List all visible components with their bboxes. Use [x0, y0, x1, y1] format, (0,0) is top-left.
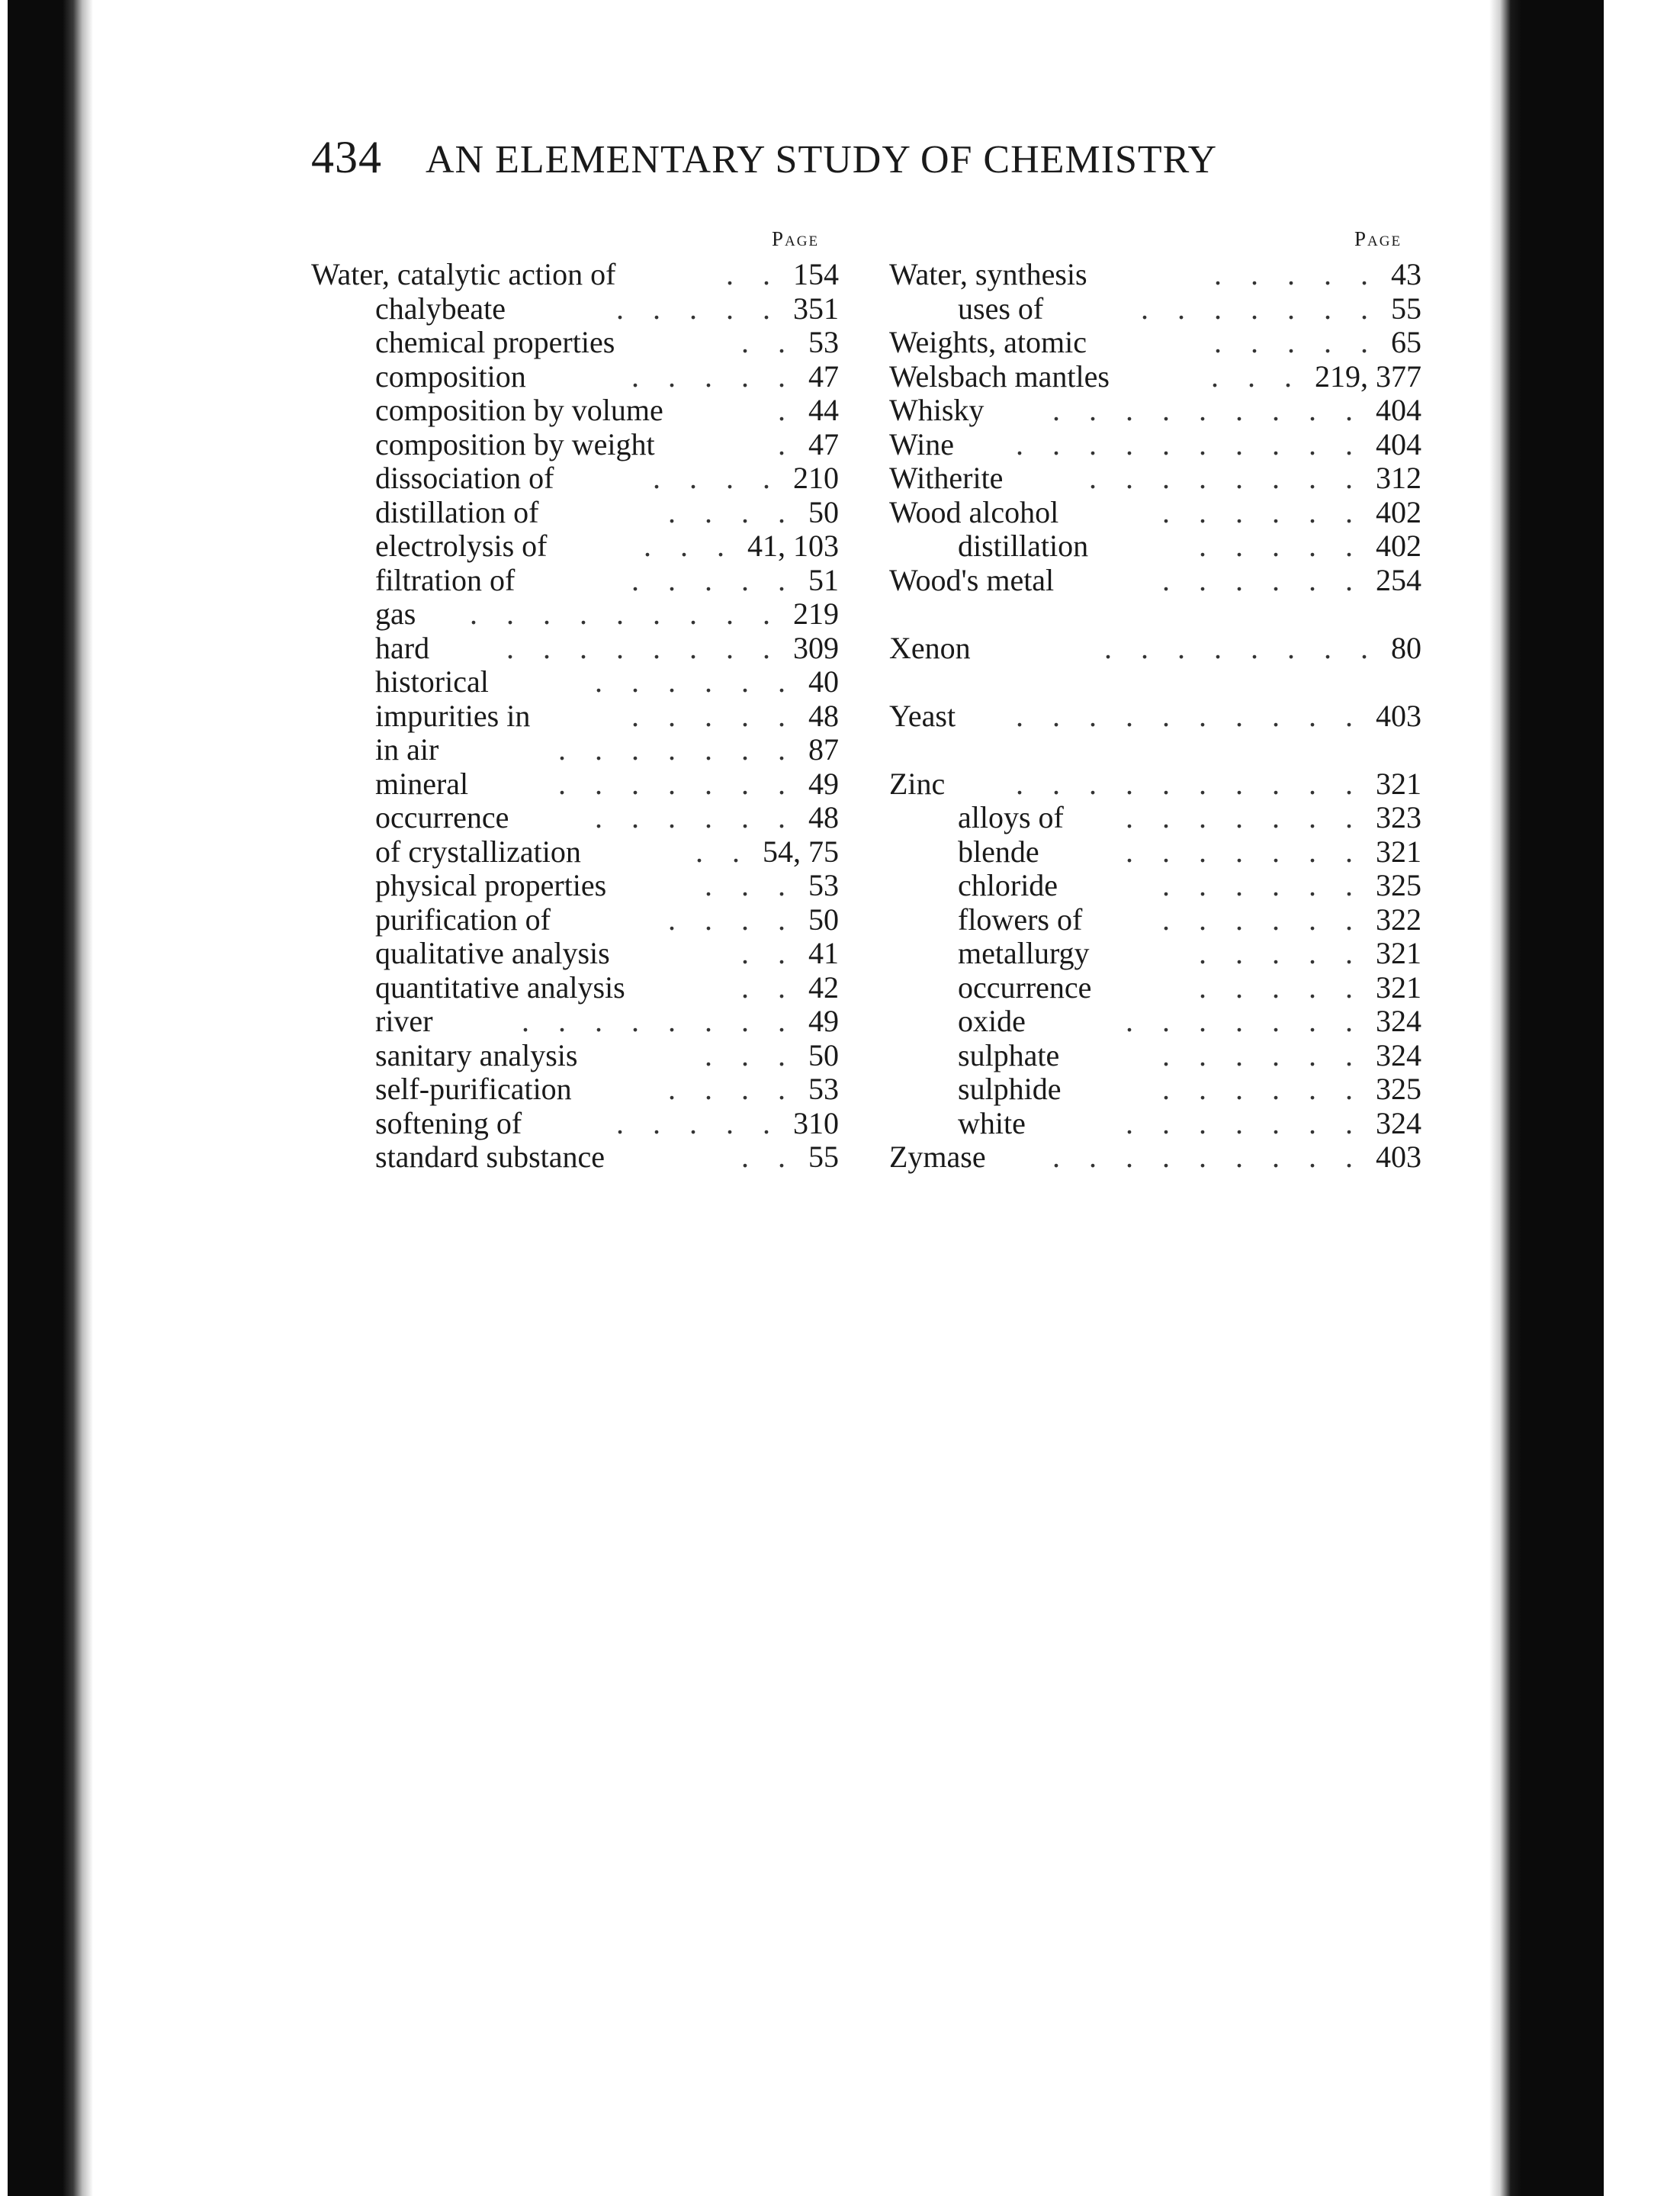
leader-dots: . . . . . .	[1162, 902, 1364, 937]
index-entry	[889, 835, 1421, 870]
leader-dots: . . . . . .	[595, 664, 796, 699]
index-term: standard substance	[375, 1140, 606, 1174]
index-entry	[311, 564, 839, 598]
index-entry	[311, 292, 839, 326]
leader-dots: . . . . .	[616, 1105, 781, 1140]
index-term: Wood's metal	[889, 562, 1055, 597]
index-entry	[889, 258, 1421, 292]
index-page-ref: 47	[808, 426, 839, 461]
index-entry	[311, 1039, 839, 1073]
leader-dots: . . . . .	[631, 358, 796, 394]
index-term: electrolysis of	[375, 529, 548, 563]
index-term: filtration of	[375, 562, 516, 597]
index-entry	[311, 767, 839, 802]
leader-dots: . . . . . . .	[558, 732, 796, 767]
index-entry	[311, 1107, 839, 1141]
index-page-ref: 219, 377	[1315, 358, 1421, 394]
index-term: physical properties	[375, 868, 607, 902]
index-entry	[889, 971, 1421, 1005]
index-page-ref: 324	[1376, 1105, 1421, 1140]
leader-dots: . .	[726, 257, 781, 291]
index-entry	[311, 394, 839, 428]
index-term: chalybeate	[375, 291, 506, 326]
index-term: oxide	[958, 1004, 1026, 1038]
index-page-ref: 351	[793, 291, 839, 326]
leader-dots: . . . . . . .	[1126, 1105, 1364, 1140]
index-page-ref: 325	[1376, 868, 1421, 902]
index-page-ref: 44	[808, 393, 839, 427]
index-entry	[311, 597, 839, 632]
index-spacer	[889, 665, 1421, 699]
leader-dots: . .	[741, 1140, 796, 1174]
leader-dots: . . . . . . .	[558, 766, 796, 801]
index-page-ref: 325	[1376, 1072, 1421, 1106]
index-page-ref: 321	[1376, 936, 1421, 970]
index-term: occurrence	[375, 800, 509, 834]
index-entry	[889, 1005, 1421, 1039]
index-term: Zinc	[889, 766, 946, 801]
leader-dots: . . . . . . . . .	[1052, 393, 1364, 427]
index-term: quantitative analysis	[375, 969, 625, 1005]
index-page-ref: 50	[808, 902, 839, 937]
leader-dots: . . . . . .	[1162, 1072, 1364, 1106]
leader-dots: . . . . . . . . . .	[1016, 426, 1364, 461]
index-term: Weights, atomic	[889, 325, 1087, 359]
index-term: Witherite	[889, 461, 1004, 495]
index-entry	[889, 869, 1421, 903]
index-entry	[889, 699, 1421, 734]
index-page-ref: 219	[793, 596, 839, 631]
index-page-ref: 312	[1376, 461, 1421, 495]
index-entry	[311, 665, 839, 699]
index-entry	[311, 801, 839, 835]
index-page-ref: 402	[1376, 494, 1421, 529]
leader-dots: . . . .	[668, 1072, 796, 1106]
leader-dots: .	[778, 426, 796, 461]
leader-dots: . . . . . . .	[1126, 800, 1364, 834]
index-entry	[311, 903, 839, 937]
index-term: flowers of	[958, 902, 1083, 937]
index-entry	[889, 937, 1421, 971]
index-page-ref: 402	[1376, 529, 1421, 563]
index-page-ref: 154	[793, 257, 839, 291]
index-entry	[311, 632, 839, 666]
index-term: mineral	[375, 766, 469, 801]
index-entry	[889, 529, 1421, 564]
index-page-ref: 47	[808, 358, 839, 394]
index-term: river	[375, 1004, 433, 1038]
index-page-ref: 404	[1376, 426, 1421, 461]
index-term: historical	[375, 664, 489, 699]
index-entry	[311, 1072, 839, 1107]
index-page-ref: 48	[808, 698, 839, 733]
index-page-ref: 53	[808, 325, 839, 359]
index-entry	[311, 733, 839, 767]
leader-dots: . . .	[705, 1037, 796, 1072]
leader-dots: . . . . . . . . .	[470, 596, 781, 631]
index-term: blende	[958, 834, 1039, 869]
leader-dots: . . . . .	[616, 291, 781, 326]
leader-dots: . . . . . .	[1162, 868, 1364, 902]
index-spacer	[889, 733, 1421, 767]
index-entry	[889, 496, 1421, 530]
leader-dots: . . . . .	[1214, 325, 1379, 359]
leader-dots: . . . .	[668, 494, 796, 529]
index-page-ref: 53	[808, 1072, 839, 1106]
leader-dots: . . . .	[653, 461, 781, 495]
index-entry	[311, 971, 839, 1005]
index-term: sanitary analysis	[375, 1037, 578, 1072]
index-term: metallurgy	[958, 936, 1090, 970]
leader-dots: . . . . . . . .	[1089, 461, 1364, 495]
index-term: self-purification	[375, 1072, 572, 1106]
index-page-ref: 403	[1376, 698, 1421, 733]
index-term: softening of	[375, 1105, 522, 1140]
index-page-ref: 43	[1391, 257, 1421, 291]
leader-dots: . . . . .	[1199, 936, 1364, 970]
leader-dots: . . . . . .	[1162, 562, 1364, 597]
index-term: distillation of	[375, 494, 539, 529]
leader-dots: . .	[695, 834, 750, 869]
index-term: Water, catalytic action of	[311, 257, 616, 291]
leader-dots: . . . . . . .	[1141, 291, 1379, 326]
index-term: Yeast	[889, 698, 956, 733]
index-page-ref: 50	[808, 1037, 839, 1072]
index-term: hard	[375, 630, 430, 665]
index-entry	[311, 835, 839, 870]
index-term: distillation	[958, 529, 1089, 563]
leader-dots: .	[778, 393, 796, 427]
index-term: composition by volume	[375, 393, 663, 427]
index-term: qualitative analysis	[375, 936, 610, 970]
index-page-ref: 324	[1376, 1037, 1421, 1072]
index-page-ref: 51	[808, 562, 839, 597]
index-page-ref: 321	[1376, 766, 1421, 801]
index-entry	[889, 461, 1421, 496]
leader-dots: . . . . . . .	[1126, 834, 1364, 869]
index-page-ref: 55	[1391, 291, 1421, 326]
index-page-ref: 65	[1391, 325, 1421, 359]
scan-margin-left	[0, 0, 8, 2196]
index-page-ref: 321	[1376, 834, 1421, 869]
index-entry	[889, 326, 1421, 360]
index-entry	[889, 1140, 1421, 1175]
index-page-ref: 49	[808, 1004, 839, 1038]
leader-dots: . . . . . . .	[1126, 1004, 1364, 1038]
index-page-ref: 53	[808, 868, 839, 902]
index-entry	[889, 1107, 1421, 1141]
leader-dots: . . . . .	[1199, 969, 1364, 1005]
index-page-ref: 310	[793, 1105, 839, 1140]
index-term: in air	[375, 732, 439, 767]
index-entry	[311, 461, 839, 496]
index-page-ref: 210	[793, 461, 839, 495]
leader-dots: . . . . . . . . . .	[1016, 698, 1364, 733]
leader-dots: . .	[741, 969, 796, 1005]
index-entry	[311, 869, 839, 903]
leader-dots: . . . . . . . .	[1104, 630, 1379, 665]
index-entry	[311, 529, 839, 564]
leader-dots: . . . . .	[1199, 529, 1364, 563]
index-page-ref: 324	[1376, 1004, 1421, 1038]
leader-dots: . . .	[644, 529, 735, 563]
index-entry	[311, 496, 839, 530]
index-term: white	[958, 1105, 1026, 1140]
index-column-2	[889, 258, 1421, 1175]
index-term: Wine	[889, 426, 955, 461]
index-term: sulphate	[958, 1037, 1060, 1072]
index-term: Water, synthesis	[889, 257, 1087, 291]
leader-dots: . . . . .	[631, 698, 796, 733]
index-term: Whisky	[889, 393, 985, 427]
index-page-ref: 41	[808, 936, 839, 970]
index-entry	[889, 801, 1421, 835]
leader-dots: . . .	[1211, 358, 1303, 394]
index-term: chemical properties	[375, 325, 615, 359]
index-entry	[889, 632, 1421, 666]
index-page-ref: 322	[1376, 902, 1421, 937]
index-page-ref: 50	[808, 494, 839, 529]
index-page-ref: 55	[808, 1140, 839, 1174]
index-term: impurities in	[375, 698, 531, 733]
index-page-ref: 403	[1376, 1140, 1421, 1174]
leader-dots: . . . . . .	[595, 800, 796, 834]
index-entry	[311, 360, 839, 394]
index-page-ref: 309	[793, 630, 839, 665]
leader-dots: . . . . . . . .	[522, 1004, 796, 1038]
index-entry	[311, 699, 839, 734]
leader-dots: . . . . .	[631, 562, 796, 597]
index-term: composition by weight	[375, 426, 655, 461]
index-entry	[889, 360, 1421, 394]
leader-dots: . . . . . . . . .	[1052, 1140, 1364, 1174]
column-2-page-label: Page	[1354, 227, 1402, 250]
leader-dots: . . . . . . . . . .	[1016, 766, 1364, 801]
index-entry	[311, 1005, 839, 1039]
scan-margin-bottom-right	[1604, 2120, 1680, 2196]
index-page-ref: 80	[1391, 630, 1421, 665]
index-page-ref: 48	[808, 800, 839, 834]
index-page-ref: 41, 103	[747, 529, 839, 563]
index-entry	[889, 428, 1421, 462]
index-page-ref: 54, 75	[763, 834, 839, 869]
index-term: alloys of	[958, 800, 1064, 834]
running-header	[311, 131, 1318, 200]
index-entry	[311, 1140, 839, 1175]
index-page-ref: 323	[1376, 800, 1421, 834]
index-term: of crystallization	[375, 834, 581, 869]
leader-dots: . . . . . .	[1162, 1037, 1364, 1072]
index-term: purification of	[375, 902, 551, 937]
running-title: AN ELEMENTARY STUDY OF CHEMISTRY	[426, 138, 1218, 182]
index-page-ref: 404	[1376, 393, 1421, 427]
index-term: dissociation of	[375, 461, 554, 495]
index-term: Wood alcohol	[889, 494, 1059, 529]
index-term: chloride	[958, 868, 1058, 902]
leader-dots: . .	[741, 325, 796, 359]
column-1-page-label: Page	[772, 227, 820, 250]
index-page-ref: 87	[808, 732, 839, 767]
index-page-ref: 254	[1376, 562, 1421, 597]
index-entry	[311, 428, 839, 462]
index-term: uses of	[958, 291, 1044, 326]
index-page-ref: 42	[808, 969, 839, 1005]
index-entry	[889, 1039, 1421, 1073]
index-term: Xenon	[889, 630, 971, 665]
index-entry	[889, 292, 1421, 326]
scan-edge-left	[0, 0, 99, 2196]
page-number: 434	[311, 132, 382, 182]
index-entry	[311, 937, 839, 971]
index-page-ref: 49	[808, 766, 839, 801]
index-page-ref: 40	[808, 664, 839, 699]
index-term: Zymase	[889, 1140, 986, 1174]
index-term: gas	[375, 596, 416, 631]
index-entry	[889, 564, 1421, 598]
scan-edge-right	[1489, 0, 1680, 2196]
index-page-ref: 321	[1376, 969, 1421, 1005]
index-term: composition	[375, 358, 526, 394]
index-entry	[889, 1072, 1421, 1107]
index-entry	[311, 326, 839, 360]
leader-dots: . .	[741, 936, 796, 970]
index-term: sulphide	[958, 1072, 1062, 1106]
leader-dots: . . . . . .	[1162, 494, 1364, 529]
leader-dots: . . . . .	[1214, 257, 1379, 291]
leader-dots: . . . . . . . .	[506, 630, 781, 665]
index-spacer	[889, 597, 1421, 632]
index-entry	[311, 258, 839, 292]
index-column-1	[311, 258, 839, 1175]
index-entry	[889, 394, 1421, 428]
index-entry	[889, 767, 1421, 802]
leader-dots: . . .	[705, 868, 796, 902]
index-term: Welsbach mantles	[889, 358, 1110, 394]
index-entry	[889, 903, 1421, 937]
leader-dots: . . . .	[668, 902, 796, 937]
index-term: occurrence	[958, 969, 1092, 1005]
